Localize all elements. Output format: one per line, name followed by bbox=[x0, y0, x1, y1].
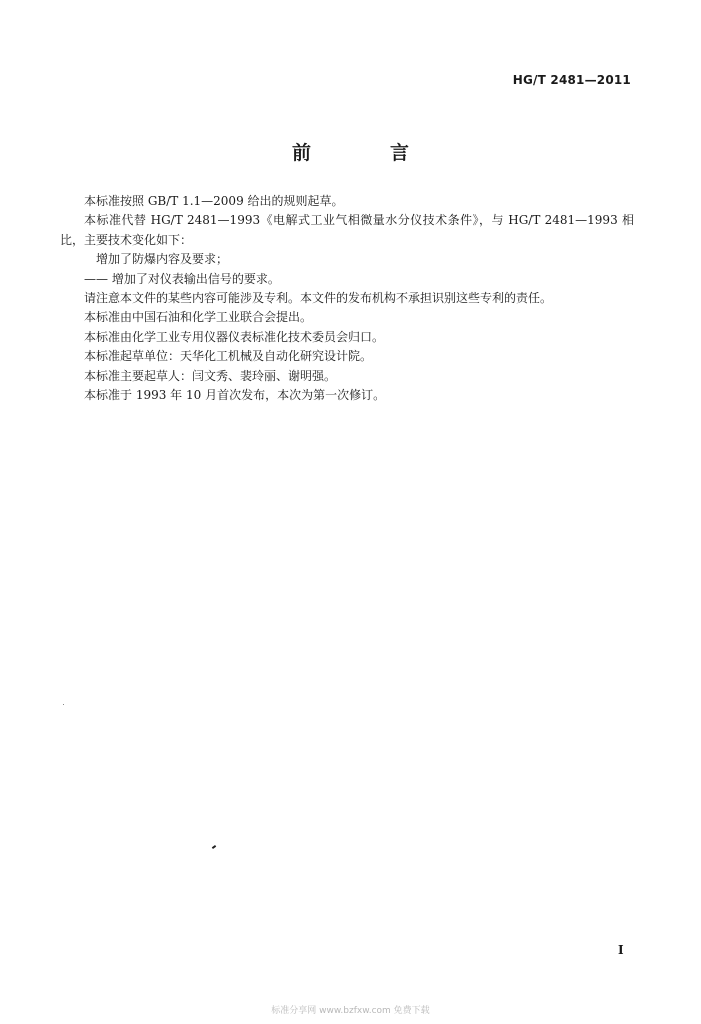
paragraph-patent-notice: 请注意本文件的某些内容可能涉及专利。本文件的发布机构不承担识别这些专利的责任。 bbox=[84, 291, 553, 306]
paragraph-replacement: 本标准代替 HG/T 2481—1993《电解式工业气相微量水分仪技术条件》，与 HG/T 2481—1993 相比，主要技术变化如下： bbox=[60, 213, 634, 247]
paragraph-drafting-unit: 本标准起草单位：天华化工机械及自动化研究设计院。 bbox=[84, 349, 373, 364]
paragraph-administered-by: 本标准由化学工业专用仪器仪表标准化技术委员会归口。 bbox=[84, 329, 385, 344]
standard-number: HG/T 2481—2011 bbox=[512, 73, 631, 87]
page-number: I bbox=[618, 943, 624, 957]
paragraph-drafters: 本标准主要起草人：闫文秀、裴玲丽、谢明强。 bbox=[84, 368, 337, 383]
foreword-body bbox=[60, 192, 634, 405]
page-title: 前 言 bbox=[291, 142, 439, 164]
paragraph-proposed-by: 本标准由中国石油和化学工业联合会提出。 bbox=[84, 310, 313, 325]
scan-mark bbox=[212, 845, 216, 849]
paragraph-revision-history: 本标准于 1993 年 10 月首次发布，本次为第一次修订。 bbox=[84, 388, 386, 403]
scan-speck bbox=[63, 704, 64, 705]
list-item-explosion-proof: 增加了防爆内容及要求； bbox=[96, 252, 229, 267]
paragraph-drafting-rules: 本标准按照 GB/T 1.1—2009 给出的规则起草。 bbox=[84, 194, 344, 208]
site-watermark: 标准分享网 www.bzfxw.com 免费下载 bbox=[271, 1006, 430, 1016]
list-item-output-signal: —— 增加了对仪表输出信号的要求。 bbox=[84, 271, 280, 286]
